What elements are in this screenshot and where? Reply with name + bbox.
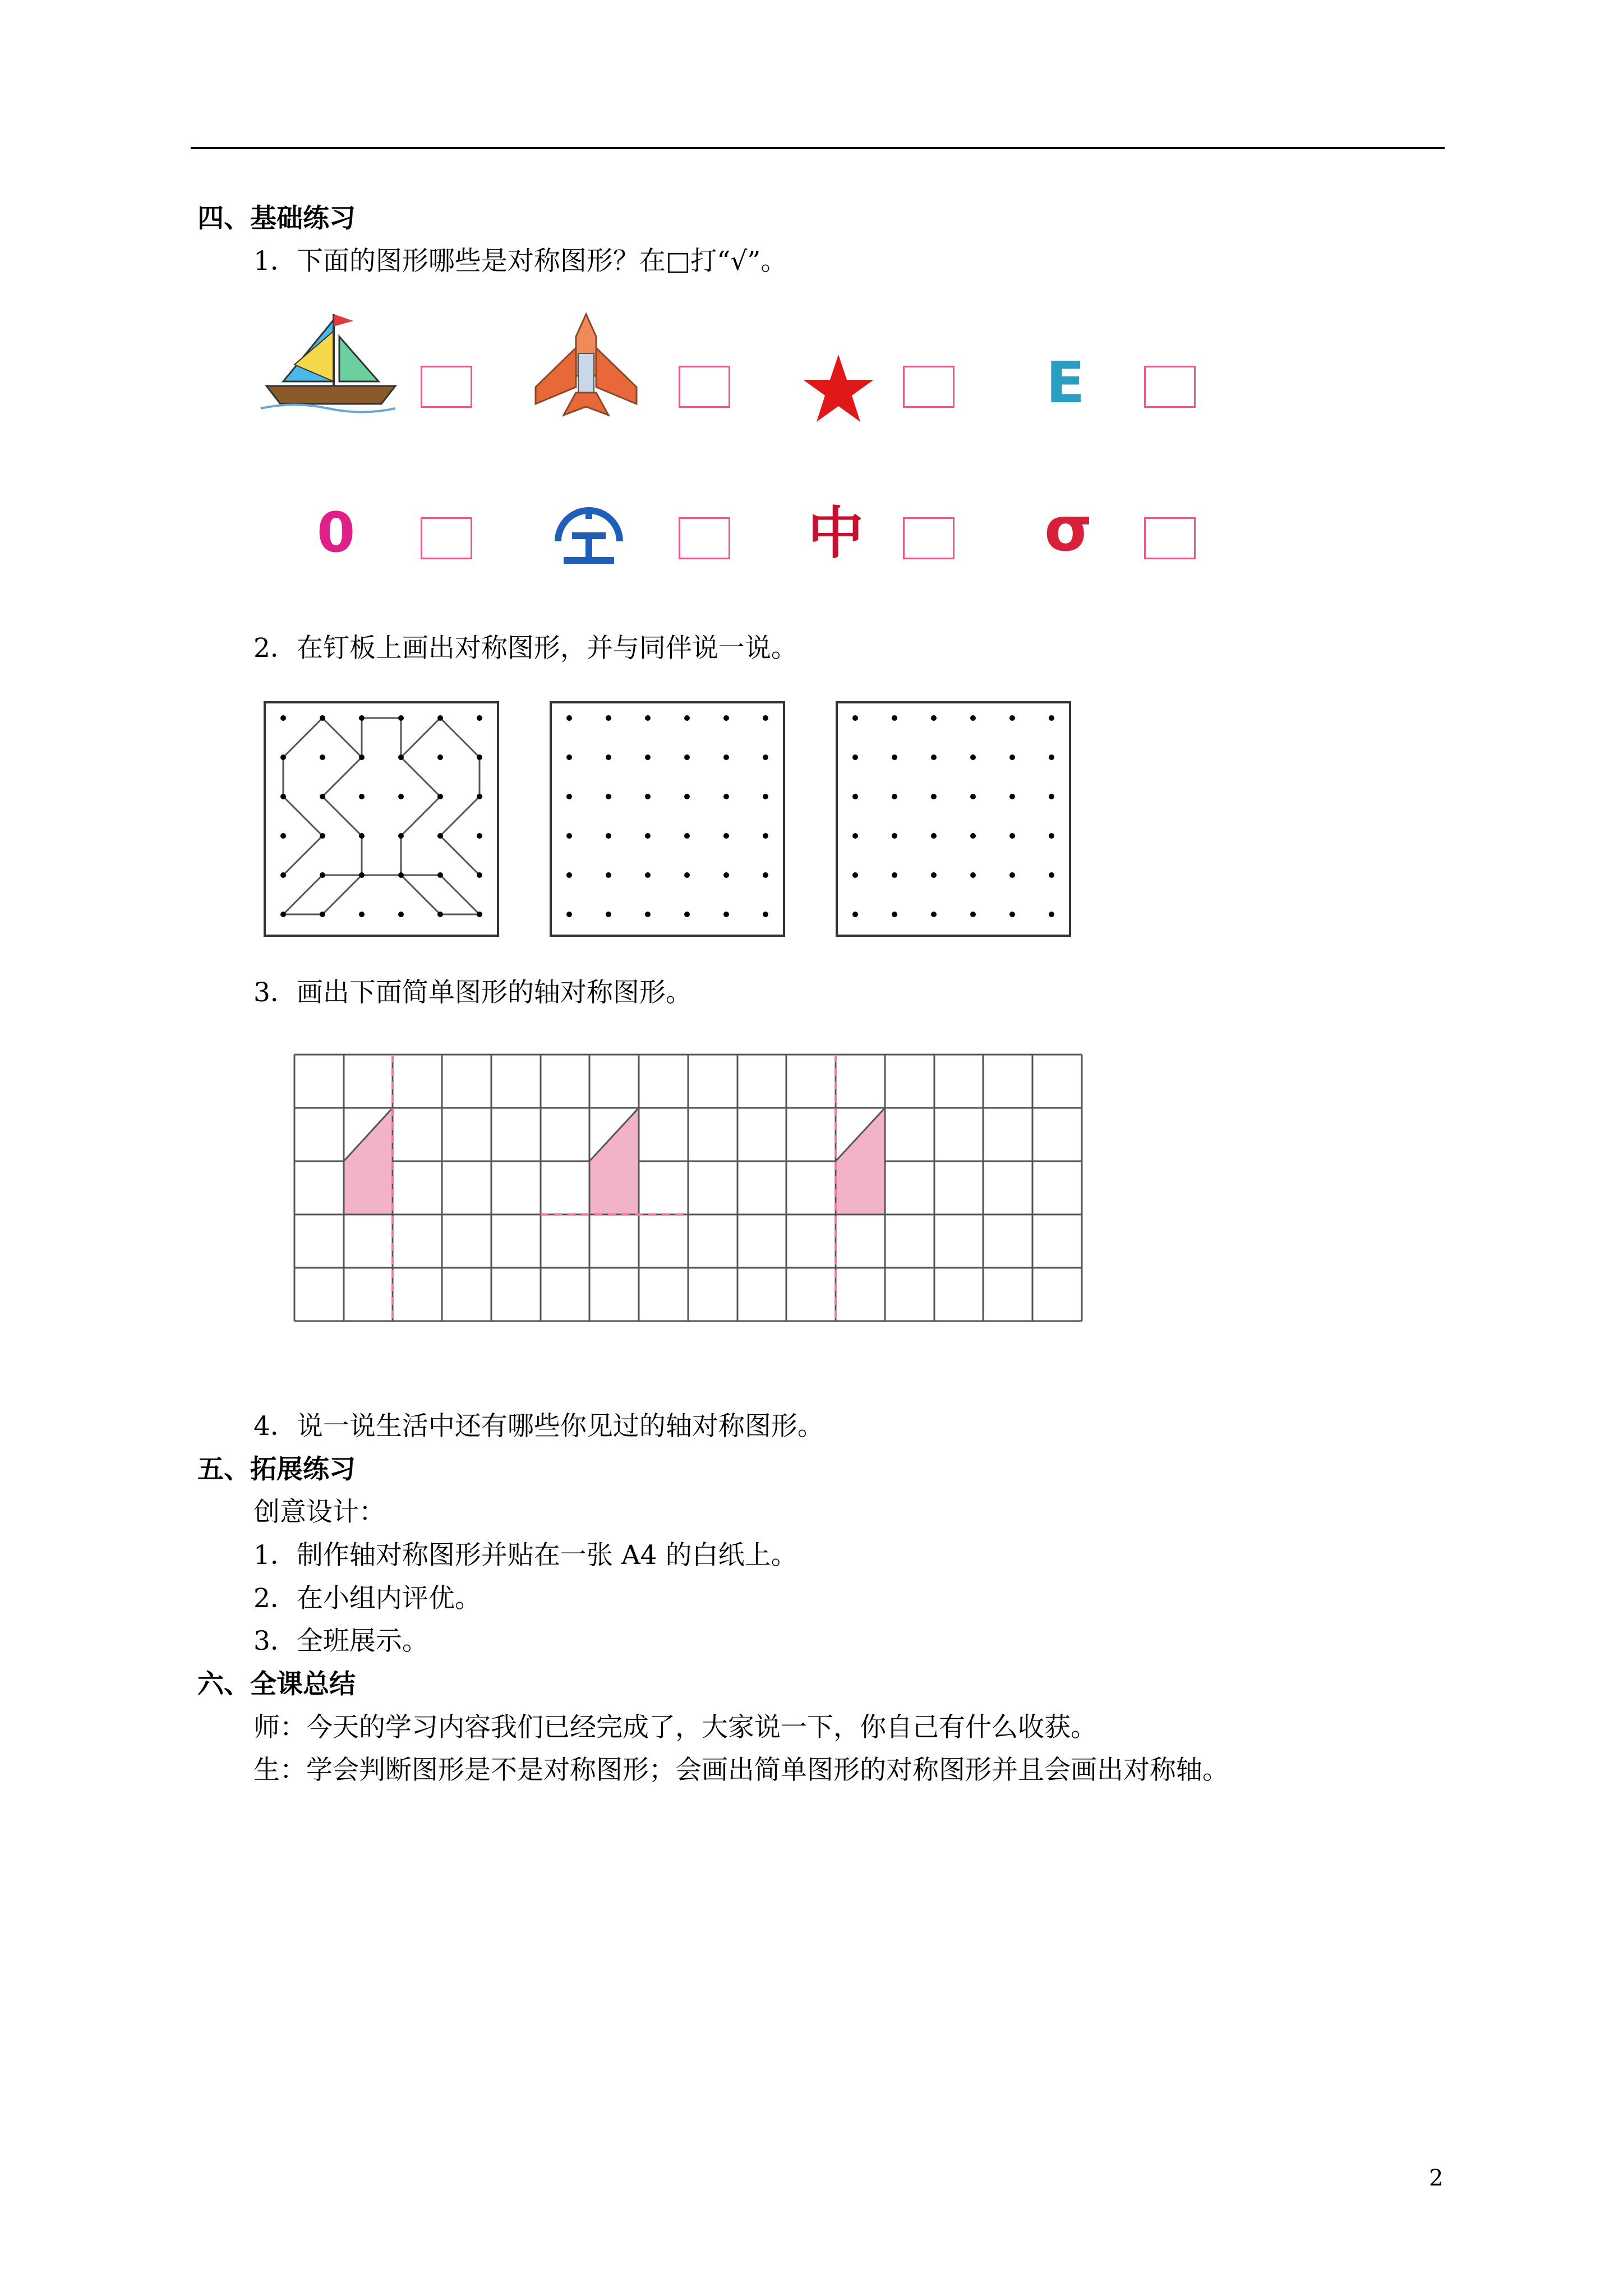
- geoboard-blank-1[interactable]: [550, 701, 785, 937]
- section-summary-title: 六、全课总结: [197, 1669, 356, 1700]
- checkbox-zero[interactable]: [421, 517, 472, 559]
- symmetry-grid[interactable]: [294, 1055, 1082, 1321]
- section-basic-title: 四、基础练习: [197, 203, 356, 234]
- header-rule: [191, 147, 1445, 149]
- checkbox-star[interactable]: [903, 366, 955, 408]
- letter-e: E: [1046, 349, 1085, 416]
- character-zhong: 中: [808, 500, 864, 566]
- character-icon: [552, 502, 625, 567]
- checkbox-character[interactable]: [679, 517, 730, 559]
- digit-zero: 0: [317, 501, 356, 565]
- page-number: 2: [1429, 2165, 1444, 2191]
- checkbox-rocket[interactable]: [679, 366, 730, 408]
- summary-student: 生：学会判断图形是不是对称图形；会画出简单图形的对称图形并且会画出对称轴。: [253, 1755, 1229, 1786]
- question-1: 1．下面的图形哪些是对称图形？在□打“√”。: [253, 246, 787, 277]
- summary-teacher: 师：今天的学习内容我们已经完成了，大家说一下，你自己有什么收获。: [253, 1712, 1097, 1743]
- shaded-shape-3: [836, 1108, 885, 1214]
- question-3: 3．画出下面简单图形的轴对称图形。: [253, 977, 692, 1008]
- geoboard-blank-2[interactable]: [836, 701, 1071, 937]
- extension-intro: 创意设计：: [253, 1497, 385, 1527]
- checkbox-sigma[interactable]: [1144, 517, 1196, 559]
- star-icon: [802, 355, 875, 425]
- checkbox-e[interactable]: [1144, 366, 1196, 408]
- checkbox-zhong[interactable]: [903, 517, 955, 559]
- shaded-shape-1: [344, 1108, 393, 1214]
- shaded-shape-2: [589, 1108, 639, 1214]
- geoboard-example: [264, 701, 499, 937]
- question-4: 4．说一说生活中还有哪些你见过的轴对称图形。: [253, 1411, 824, 1442]
- extension-item: 1．制作轴对称图形并贴在一张 A4 的白纸上。: [253, 1540, 797, 1571]
- extension-item: 2．在小组内评优。: [253, 1583, 481, 1614]
- sailboat-icon: [261, 314, 407, 415]
- extension-item: 3．全班展示。: [253, 1626, 428, 1657]
- section-extension-title: 五、拓展练习: [197, 1454, 356, 1485]
- rocket-icon: [530, 314, 642, 421]
- checkbox-sailboat[interactable]: [421, 366, 472, 408]
- question-2: 2．在钉板上画出对称图形，并与同伴说一说。: [253, 633, 797, 664]
- sigma-icon: σ: [1044, 493, 1092, 565]
